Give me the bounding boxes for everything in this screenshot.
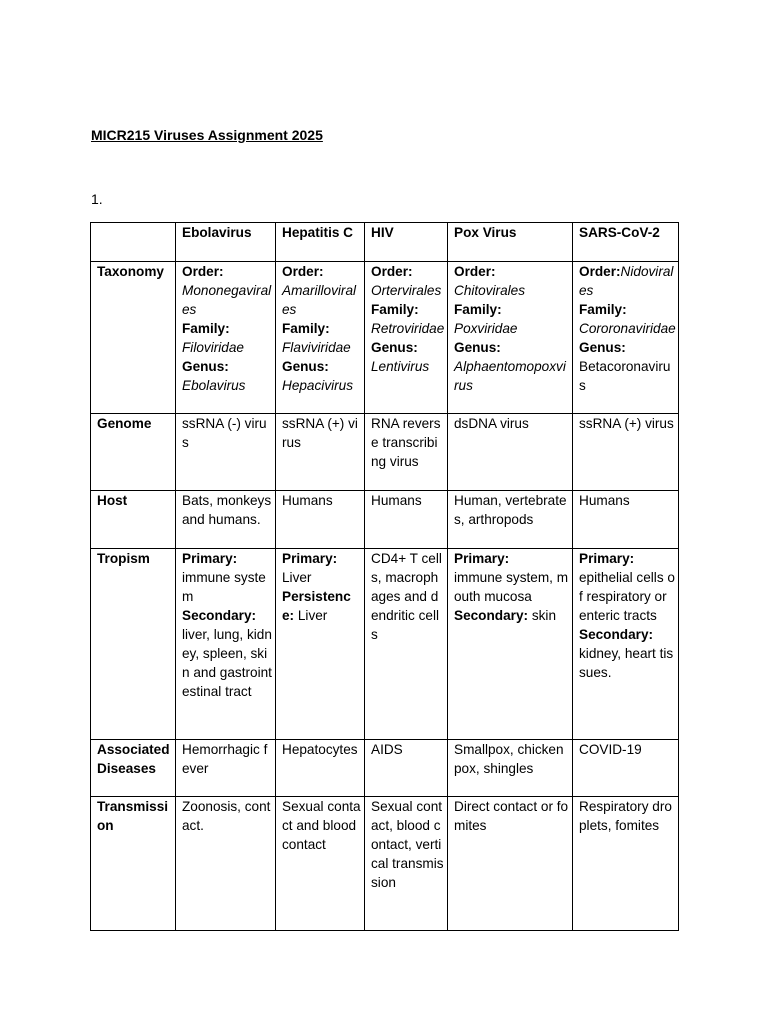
persistence-label: Persistence: xyxy=(282,589,351,623)
family-label: Family: xyxy=(182,321,230,336)
order-label: Order: xyxy=(579,264,621,279)
tropism-cell-sars-cov-2 xyxy=(573,549,679,740)
family-label: Family: xyxy=(371,302,419,317)
table-row-taxonomy xyxy=(91,262,679,414)
genus-label: Genus: xyxy=(182,359,229,374)
taxonomy-cell-hiv xyxy=(365,262,448,414)
genome-cell-sars-cov-2: ssRNA (+) virus xyxy=(573,414,679,491)
genome-cell-hiv: RNA reverse transcribing virus xyxy=(365,414,448,491)
host-cell-hiv: Humans xyxy=(365,491,448,549)
primary-value: immune system xyxy=(182,570,266,604)
order-value: Nidovirales xyxy=(579,264,674,298)
primary-value: Liver xyxy=(282,570,312,585)
tropism-cell-ebolavirus xyxy=(176,549,276,740)
table-row-associated-diseases xyxy=(91,740,679,797)
diseases-cell-hiv: AIDS xyxy=(365,740,448,797)
host-cell-pox-virus: Human, vertebrates, arthropods xyxy=(448,491,573,549)
diseases-cell-sars-cov-2: COVID-19 xyxy=(573,740,679,797)
row-label-associated-diseases: Associated Diseases xyxy=(91,740,176,797)
family-value: Filoviridae xyxy=(182,340,244,355)
order-label: Order: xyxy=(371,264,413,279)
row-label-taxonomy: Taxonomy xyxy=(91,262,176,414)
taxonomy-cell-sars-cov-2 xyxy=(573,262,679,414)
header-cell-sars-cov-2: SARS-CoV-2 xyxy=(573,223,679,262)
row-label-host: Host xyxy=(91,491,176,549)
order-label: Order: xyxy=(182,264,224,279)
diseases-cell-hepatitis-c: Hepatocytes xyxy=(276,740,365,797)
genus-label: Genus: xyxy=(454,340,501,355)
order-value: Chitovirales xyxy=(454,283,526,298)
host-cell-sars-cov-2: Humans xyxy=(573,491,679,549)
primary-label: Primary: xyxy=(282,551,338,566)
tropism-cell-pox-virus xyxy=(448,549,573,740)
transmission-cell-ebolavirus: Zoonosis, contact. xyxy=(176,797,276,931)
diseases-cell-ebolavirus: Hemorrhagic fever xyxy=(176,740,276,797)
transmission-cell-hepatitis-c: Sexual contact and blood contact xyxy=(276,797,365,931)
family-label: Family: xyxy=(579,302,627,317)
family-label: Family: xyxy=(282,321,330,336)
document-title: MICR215 Viruses Assignment 2025 xyxy=(91,127,323,143)
genome-cell-ebolavirus: ssRNA (-) virus xyxy=(176,414,276,491)
order-value: Amarillovirales xyxy=(282,283,357,317)
taxonomy-cell-ebolavirus xyxy=(176,262,276,414)
secondary-value: kidney, heart tissues. xyxy=(579,646,674,680)
order-label: Order: xyxy=(282,264,324,279)
order-label: Order: xyxy=(454,264,496,279)
table-row-host xyxy=(91,491,679,549)
primary-label: Primary: xyxy=(454,551,510,566)
genus-label: Genus: xyxy=(579,340,626,355)
family-value: Flaviviridae xyxy=(282,340,351,355)
genus-value: Alphaentomopoxvirus xyxy=(454,359,566,393)
family-value: Poxviridae xyxy=(454,321,518,336)
genus-label: Genus: xyxy=(371,340,418,355)
header-cell-hepatitis-c: Hepatitis C xyxy=(276,223,365,262)
primary-label: Primary: xyxy=(182,551,238,566)
primary-value: immune system, mouth mucosa xyxy=(454,570,569,604)
header-cell-pox-virus: Pox Virus xyxy=(448,223,573,262)
genome-cell-hepatitis-c: ssRNA (+) virus xyxy=(276,414,365,491)
family-value: Retroviridae xyxy=(371,321,445,336)
table-row-transmission xyxy=(91,797,679,931)
table-row-genome xyxy=(91,414,679,491)
secondary-value: liver, lung, kidney, spleen, skin and gastrointestinal tract xyxy=(182,627,272,699)
table-row-tropism xyxy=(91,549,679,740)
table-header-row xyxy=(91,223,679,262)
question-number: 1. xyxy=(91,191,103,207)
secondary-value: skin xyxy=(531,608,557,623)
row-label-transmission: Transmission xyxy=(91,797,176,931)
header-cell-empty xyxy=(91,223,176,262)
genus-value: Ebolavirus xyxy=(182,378,246,393)
diseases-cell-pox-virus: Smallpox, chicken pox, shingles xyxy=(448,740,573,797)
taxonomy-cell-hepatitis-c xyxy=(276,262,365,414)
persistence-value: Liver xyxy=(297,608,328,623)
taxonomy-cell-pox-virus xyxy=(448,262,573,414)
secondary-label: Secondary: xyxy=(579,627,654,642)
primary-value: epithelial cells of respiratory or enteric tracts xyxy=(579,570,675,623)
order-value: Mononegavirales xyxy=(182,283,272,317)
header-cell-hiv: HIV xyxy=(365,223,448,262)
genus-label: Genus: xyxy=(282,359,329,374)
virus-comparison-table xyxy=(90,222,679,931)
primary-label: Primary: xyxy=(579,551,635,566)
row-label-tropism: Tropism xyxy=(91,549,176,740)
transmission-cell-sars-cov-2: Respiratory droplets, fomites xyxy=(573,797,679,931)
secondary-label: Secondary: xyxy=(454,608,529,623)
family-value: Cororonaviridae xyxy=(579,321,676,336)
host-cell-ebolavirus: Bats, monkeys and humans. xyxy=(176,491,276,549)
tropism-cell-hepatitis-c xyxy=(276,549,365,740)
host-cell-hepatitis-c: Humans xyxy=(276,491,365,549)
genus-value: Hepacivirus xyxy=(282,378,354,393)
secondary-label: Secondary: xyxy=(182,608,257,623)
transmission-cell-hiv: Sexual contact, blood contact, vertical transmission xyxy=(365,797,448,931)
header-cell-ebolavirus: Ebolavirus xyxy=(176,223,276,262)
family-label: Family: xyxy=(454,302,502,317)
tropism-cell-hiv: CD4+ T cells, macrophages and dendritic cells xyxy=(365,549,448,740)
transmission-cell-pox-virus: Direct contact or fomites xyxy=(448,797,573,931)
genus-value: Betacoronavirus xyxy=(579,359,671,393)
row-label-genome: Genome xyxy=(91,414,176,491)
genus-value: Lentivirus xyxy=(371,359,430,374)
genome-cell-pox-virus: dsDNA virus xyxy=(448,414,573,491)
order-value: Ortervirales xyxy=(371,283,442,298)
